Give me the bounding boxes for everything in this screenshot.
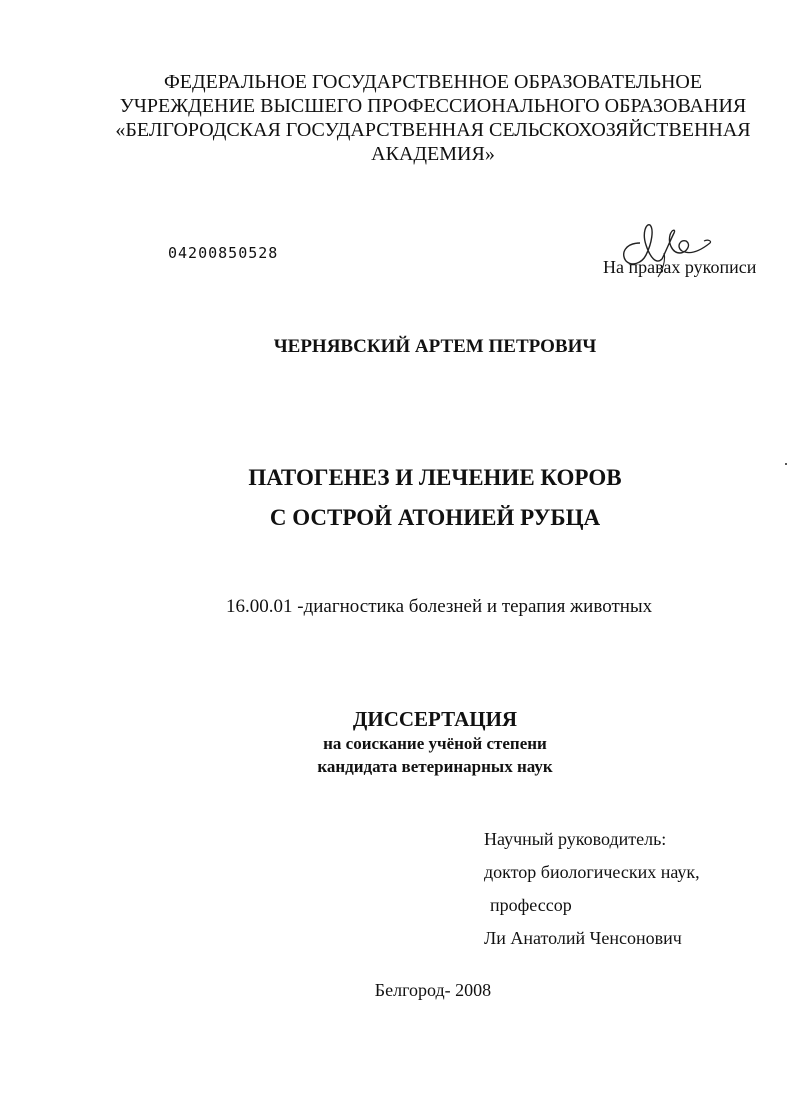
header-line-4: АКАДЕМИЯ» xyxy=(371,143,495,165)
title-line-2: С ОСТРОЙ АТОНИЕЙ РУБЦА xyxy=(269,505,601,530)
dissertation-heading: ДИССЕРТАЦИЯ xyxy=(352,707,518,731)
dissertation-title xyxy=(36,458,798,538)
author-name: ЧЕРНЯВСКИЙ АРТЕМ ПЕТРОВИЧ xyxy=(273,336,597,357)
title-line-1: ПАТОГЕНЕЗ И ЛЕЧЕНИЕ КОРОВ xyxy=(248,465,622,490)
supervisor-title: профессор xyxy=(490,895,572,915)
header-line-1: ФЕДЕРАЛЬНОЕ ГОСУДАРСТВЕННОЕ ОБРАЗОВАТЕЛЬНОЕ xyxy=(163,71,703,93)
supervisor-degree: доктор биологических наук, xyxy=(484,862,700,882)
supervisor-name: Ли Анатолий Ченсонович xyxy=(484,928,682,948)
header-line-2: УЧРЕЖДЕНИЕ ВЫСШЕГО ПРОФЕССИОНАЛЬНОГО ОБРАЗОВАНИЯ xyxy=(119,95,747,117)
degree-line-1: на соискание учёной степени xyxy=(323,734,547,753)
scan-speck xyxy=(785,463,787,465)
header-line-3: «БЕЛГОРОДСКАЯ ГОСУДАРСТВЕННАЯ СЕЛЬСКОХОЗЯЙСТВЕННАЯ xyxy=(115,119,751,141)
supervisor-block xyxy=(484,823,700,955)
city-year: Белгород- 2008 xyxy=(374,980,492,1000)
degree-block xyxy=(36,706,798,778)
document-number: 04200850528 xyxy=(168,244,279,262)
institution-header xyxy=(34,70,798,166)
supervisor-label: Научный руководитель: xyxy=(484,829,667,849)
rights-note: На правах рукописи xyxy=(603,257,757,277)
degree-line-2: кандидата ветеринарных наук xyxy=(317,757,553,776)
specialty-code: 16.00.01 -диагностика болезней и терапия животных xyxy=(226,596,653,617)
